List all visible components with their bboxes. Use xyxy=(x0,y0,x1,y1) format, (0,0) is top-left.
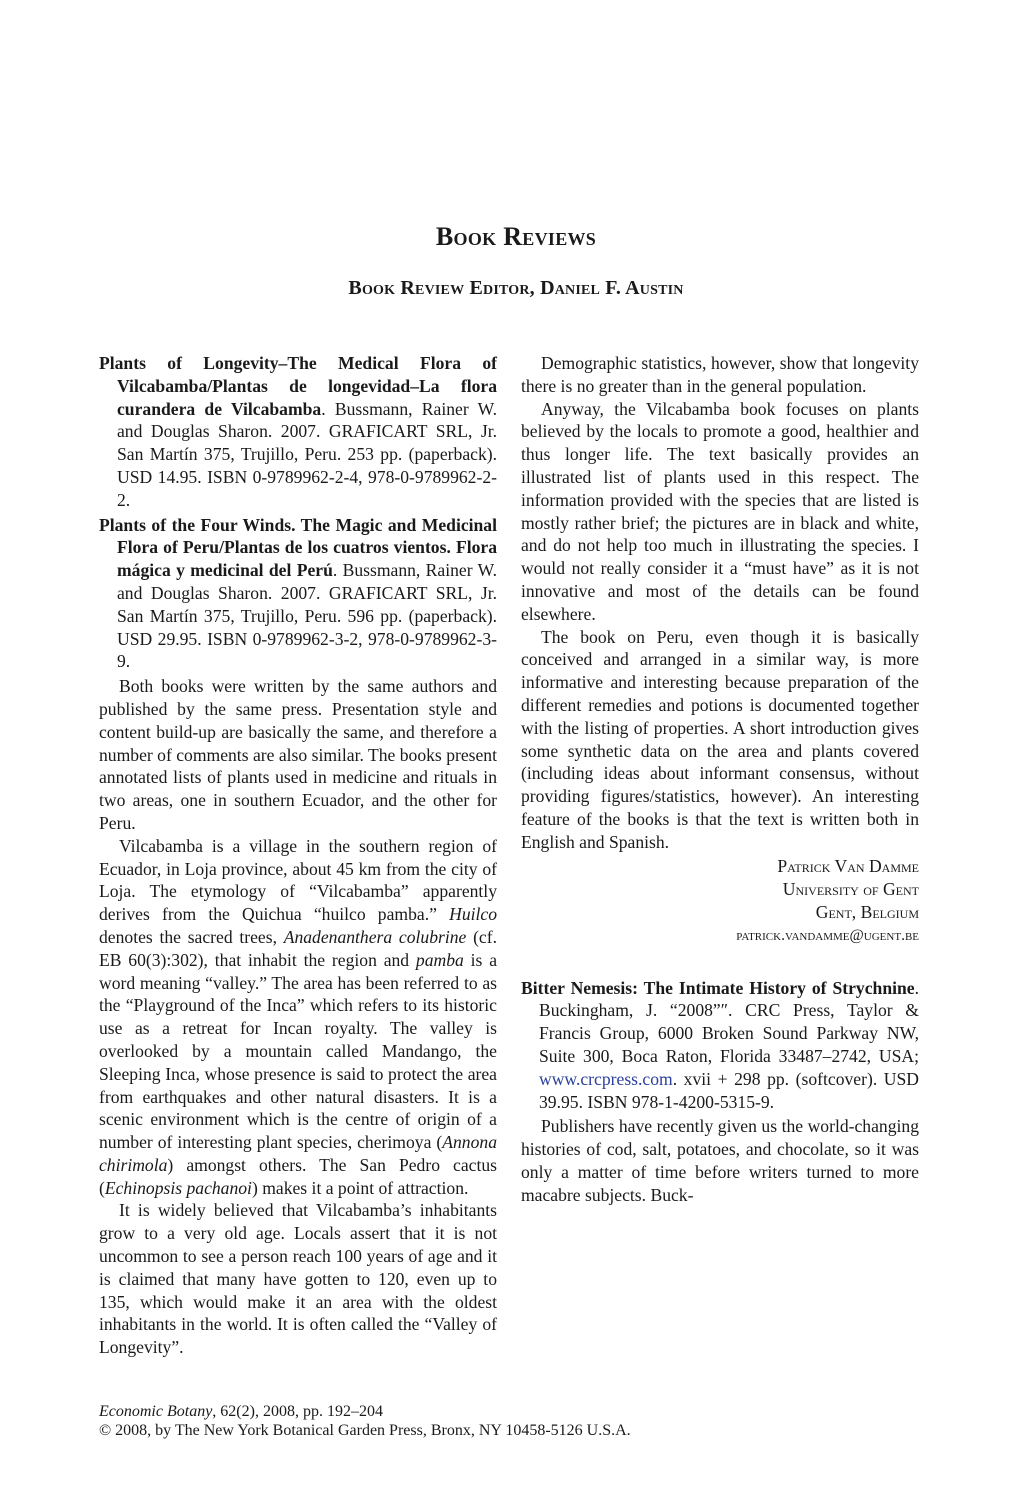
left-column xyxy=(99,352,497,1359)
book-details-1: . Bussmann, Rainer W. and Douglas Sharon. 2007. GRAFICART SRL, Jr. San Martín 375, Trujillo, Peru. 253 pp. (paperback). USD 14.95. ISBN 0-9789962-2-4, 978-0-9789962-2-2. xyxy=(117,398,497,510)
italic-term: Anadenanthera colubrine xyxy=(283,926,467,947)
reviewer-affiliation: University of Gent xyxy=(782,878,919,899)
book-title-2: Plants of the Four Winds. The Magic and Medicinal Flora of Peru/Plantas de los cuatros vientos. Flora mágica y medicinal del Perú xyxy=(99,514,497,581)
text-run: (cf. EB 60(3):302), that inhabit the region and xyxy=(99,926,497,970)
text-run: ) makes it a point of attraction. xyxy=(251,1177,469,1198)
journal-volume: , 62(2), 2008, pp. 192–204 xyxy=(212,1403,383,1420)
italic-term: Annona chirimola xyxy=(99,1132,497,1175)
review-paragraph-5: Anyway, the Vilcabamba book focuses on plants believed by the locals to promote a good, healthier and thus longer life. The text basically provides an illustrated list of plants used in this respect. The information provided with the species that are listed is mostly rather brief; the pictures are in black and white, and do not help too much in illustrating the species. I would not really consider it a “must have” as it is not innovative and most of the details can be found elsewhere. xyxy=(521,398,919,624)
page-title: Book Reviews xyxy=(435,222,597,251)
text-run: ) amongst others. The San Pedro cactus ( xyxy=(99,1154,497,1198)
review-editor-line: Book Review Editor, Daniel F. Austin xyxy=(348,277,684,299)
review-paragraph-2 xyxy=(99,835,497,1200)
review-paragraph-1: Both books were written by the same authors and published by the same press. Presentation style and content build-up are basically the same, and therefore a number of comments are also similar. The books present annotated lists of plants used in medicine and rituals in two areas, one in southern Ecuador, and the other for Peru. xyxy=(99,676,497,833)
page-footer xyxy=(99,1402,631,1440)
book-citation-1 xyxy=(99,352,497,512)
reviewer-email: patrick.vandamme@ugent.be xyxy=(736,926,919,944)
book-citation-3 xyxy=(521,977,919,1114)
text-run: is a word meaning “valley.” The area has been referred to as the “Playground of the Inca” which refers to its historic use as a retreat for Incan royalty. The valley is overlooked by a mountain called Mandango, the Sleeping Inca, whose presence is said to protect the area from earthquakes and other natural disasters. It is a scenic environment which is the centre of origin of a number of interesting plant species, cherimoya ( xyxy=(99,949,497,1153)
book-citation-2 xyxy=(99,514,497,674)
reviewer-signature xyxy=(521,855,919,947)
review2-paragraph-1: Publishers have recently given us the world-changing histories of cod, salt, potatoes, and chocolate, so it was only a matter of time before writers turned to more macabre subjects. Buck- xyxy=(521,1116,919,1205)
right-column xyxy=(521,352,919,1207)
journal-name: Economic Botany xyxy=(99,1403,213,1420)
italic-term: Echinopsis pachanoi xyxy=(104,1177,252,1198)
copyright-line: © 2008, by The New York Botanical Garden Press, Bronx, NY 10458-5126 U.S.A. xyxy=(99,1422,631,1439)
book-details-3a: . Buckingham, J. “2008”″. CRC Press, Taylor & Francis Group, 6000 Broken Sound Parkway NW, Suite 300, Boca Raton, Florida 33487–2742, USA; xyxy=(539,977,919,1066)
reviewer-location: Gent, Belgium xyxy=(815,901,919,922)
text-run: denotes the sacred trees, xyxy=(99,926,284,947)
italic-term: pamba xyxy=(415,949,464,970)
journal-citation xyxy=(99,1402,631,1421)
reviewer-name: Patrick Van Damme xyxy=(777,855,919,876)
book-details-3b: . xvii + 298 pp. (softcover). USD 39.95. ISBN 978-1-4200-5315-9. xyxy=(539,1068,919,1112)
book-title-3: Bitter Nemesis: The Intimate History of Strychnine xyxy=(521,977,915,998)
review-paragraph-6: The book on Peru, even though it is basically conceived and arranged in a similar way, is more informative and interesting because preparation of the different remedies and potions is documented together with the listing of properties. A short introduction gives some synthetic data on the area and plants covered (including ideas about informant consensus, without providing figures/statistics, however). An interesting feature of the books is that the text is written both in English and Spanish. xyxy=(521,626,919,852)
text-run: Vilcabamba is a village in the southern region of Ecuador, in Loja province, about 45 km from the city of Loja. The etymology of “Vilcabamba” apparently derives from the Quichua “huilco pamba.” xyxy=(99,835,497,925)
book-title-1: Plants of Longevity–The Medical Flora of Vilcabamba/Plantas de longevidad–La flora curandera de Vilcabamba xyxy=(99,353,497,419)
publisher-link[interactable]: www.crcpress.com xyxy=(539,1068,673,1089)
review-paragraph-3: It is widely believed that Vilcabamba’s inhabitants grow to a very old age. Locals assert that it is not uncommon to see a person reach 100 years of age and it is claimed that many have gotten to 120, even up to 135, which would make it an area with the oldest inhabitants in the world. It is often called the “Valley of Longevity”. xyxy=(99,1200,497,1358)
italic-term: Huilco xyxy=(449,904,497,925)
review-paragraph-4: Demographic statistics, however, show that longevity there is no greater than in the general population. xyxy=(521,353,919,396)
book-details-2: . Bussmann, Rainer W. and Douglas Sharon. 2007. GRAFICART SRL, Jr. San Martín 375, Trujillo, Peru. 596 pp. (paperback). USD 29.95. ISBN 0-9789962-3-2, 978-0-9789962-3-9. xyxy=(117,560,497,672)
